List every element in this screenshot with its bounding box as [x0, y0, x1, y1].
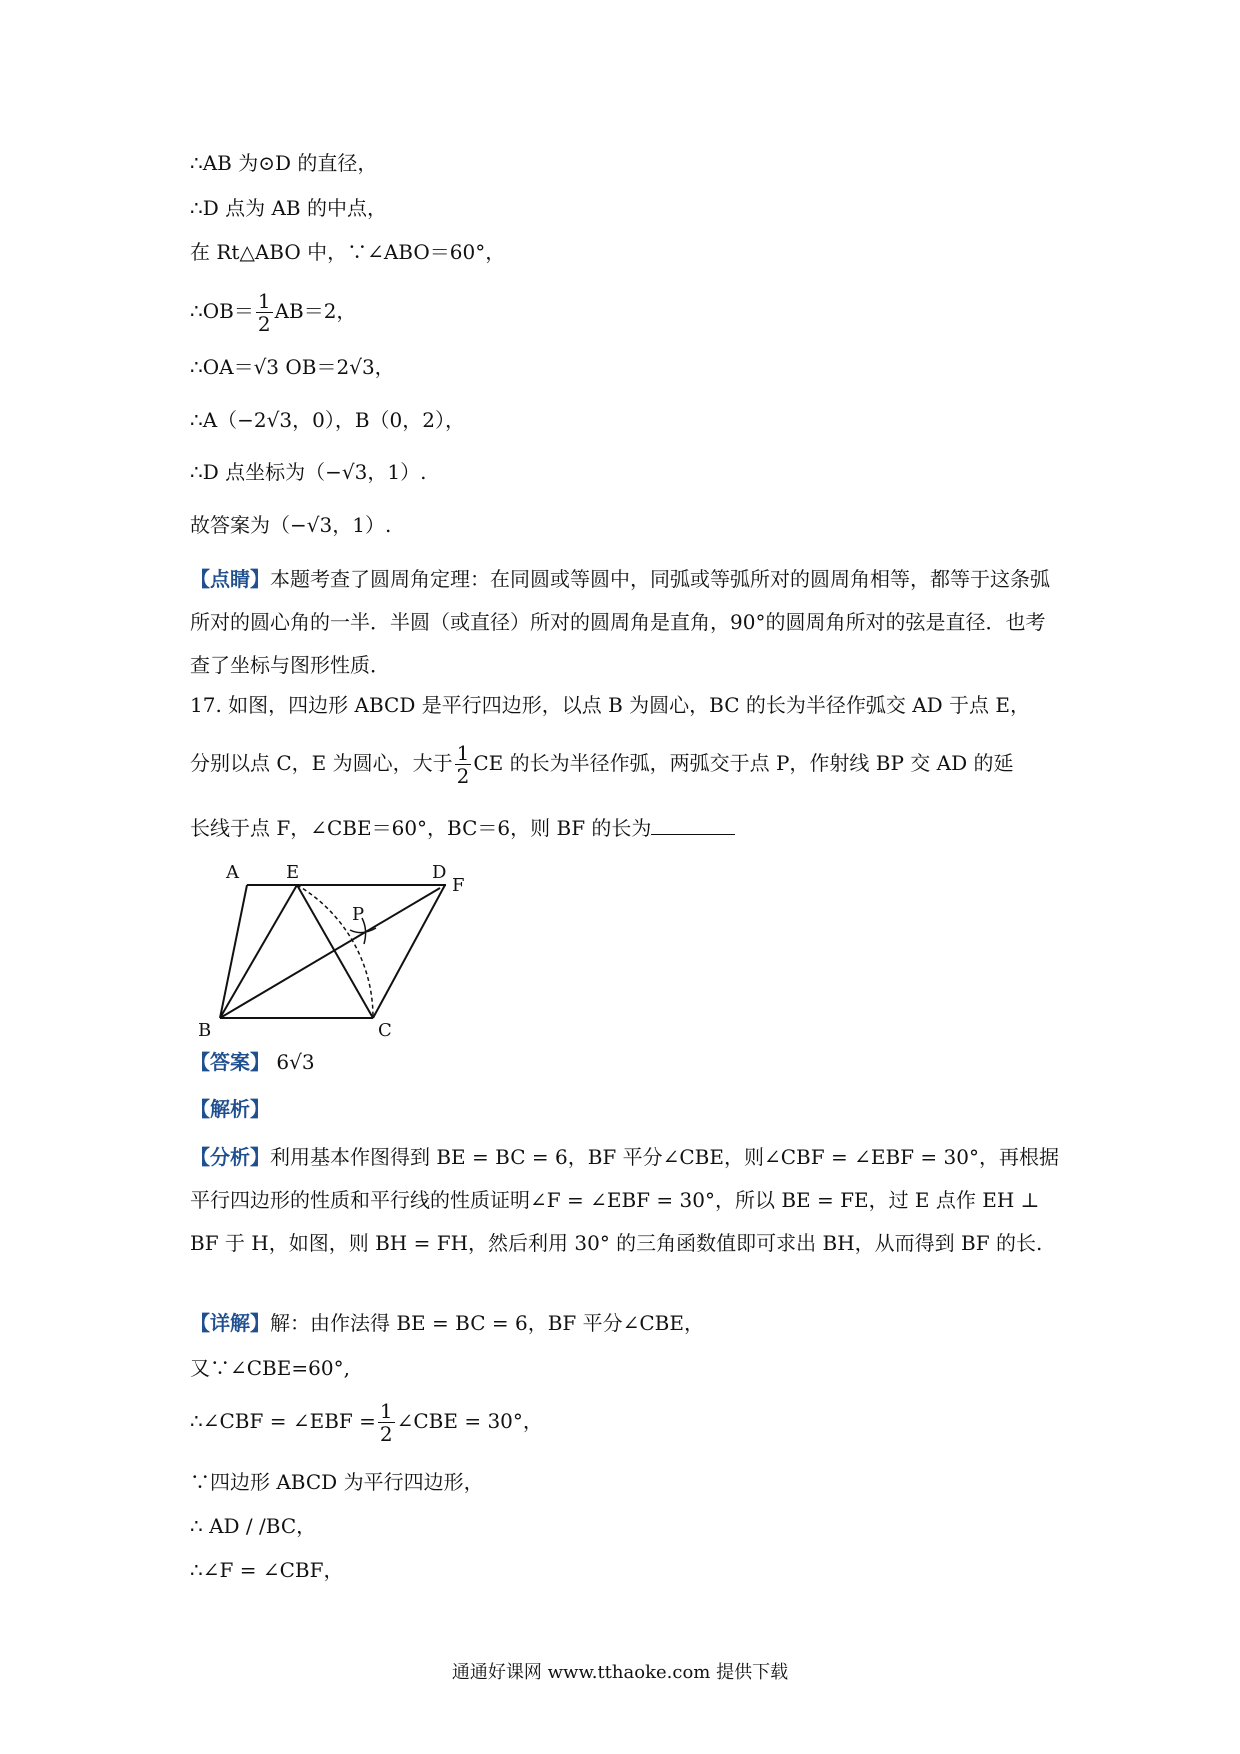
answer-label: 【答案】 [190, 1050, 270, 1074]
equation-part: ∠CBE = 30°， [396, 1409, 543, 1433]
segment-be [220, 885, 297, 1018]
fraction-numerator: 1 [257, 289, 271, 313]
answer-line [190, 1047, 315, 1077]
segment-cd [373, 885, 445, 1018]
step-line: ∴ AD / /BC， [190, 1514, 317, 1538]
fraction-numerator: 1 [379, 1399, 393, 1423]
question-text: 长线于点 F，∠CBE＝60°，BC＝6，则 BF 的长为 [190, 816, 652, 840]
equation-ob [190, 290, 356, 335]
label-e: E [286, 862, 300, 883]
equation-part: AB＝2， [274, 299, 357, 323]
text-line: ∴OA＝√3 OB＝2√3， [190, 355, 395, 379]
text-line: 故答案为（−√3，1）. [190, 513, 392, 537]
step-equation [190, 1400, 543, 1445]
parallelogram-figure [190, 858, 490, 1038]
fraction [378, 1400, 395, 1445]
xiangjie-text: 解：由作法得 BE = BC = 6，BF 平分∠CBE， [270, 1311, 704, 1335]
answer-value: 6√3 [276, 1050, 315, 1074]
equation-part: ∴∠CBF = ∠EBF = [190, 1409, 376, 1433]
dianjing-text: 本题考查了圆周角定理：在同圆或等圆中，同弧或等弧所对的圆周角相等，都等于这条弧所对的圆心角的一半．半圆（或直径）所对的圆周角是直角，90°的圆周角所对的弦是直径．也考查了坐标与图形性质． [190, 567, 1050, 677]
dianjing-paragraph [190, 558, 1060, 687]
question-17-line-2 [190, 742, 1014, 787]
fenxi-paragraph [190, 1136, 1060, 1265]
fenxi-text: 利用基本作图得到 BE = BC = 6，BF 平分∠CBE，则∠CBF = ∠EBF = 30°，再根据平行四边形的性质和平行线的性质证明∠F = ∠EBF = 30°，所以 BE = FE，过 E 点作 EH ⊥ BF 于 H，如图，则 BH = FH，然后利用 30° 的三角函数值即可求出 BH，从而得到 BF 的长. [190, 1145, 1059, 1255]
fraction-denominator: 2 [456, 764, 470, 788]
step-line: 又∵∠CBE=60°, [190, 1356, 350, 1380]
step-line: ∵四边形 ABCD 为平行四边形， [190, 1470, 484, 1494]
text-line: ∴D 点坐标为（−√3，1）. [190, 460, 427, 484]
label-p: P [352, 904, 365, 925]
text-line: ∴D 点为 AB 的中点， [190, 196, 387, 220]
fraction-denominator: 2 [257, 312, 271, 336]
ray-bf [220, 888, 440, 1018]
step-line: ∴∠F = ∠CBF， [190, 1558, 344, 1582]
label-f: F [452, 875, 465, 896]
label-c: C [378, 1020, 392, 1038]
question-17-line-3 [190, 813, 735, 843]
fraction-numerator: 1 [456, 741, 470, 765]
text-line: ∴AB 为⊙D 的直径， [190, 151, 378, 175]
page-footer: 通通好课网 www.tthaoke.com 提供下载 [451, 1662, 789, 1683]
question-text: CE 的长为半径作弧，两弧交于点 P，作射线 BP 交 AD 的延 [473, 751, 1014, 775]
answer-blank [651, 816, 735, 835]
fraction-denominator: 2 [379, 1422, 393, 1446]
jiexi-label: 【解析】 [190, 1097, 270, 1121]
label-a: A [226, 862, 239, 883]
question-17-line-1: 17. 如图，四边形 ABCD 是平行四边形，以点 B 为圆心，BC 的长为半径作弧交 AD 于点 E， [190, 693, 1031, 717]
xiangjie-line [190, 1308, 704, 1338]
text-line: ∴A（−2√3，0），B（0，2）， [190, 408, 465, 432]
label-d: D [432, 862, 447, 883]
label-b: B [198, 1020, 212, 1038]
equation-part: ∴OB＝ [190, 299, 254, 323]
fraction [256, 290, 273, 335]
dianjing-label: 【点睛】 [190, 567, 270, 591]
xiangjie-label: 【详解】 [190, 1311, 270, 1335]
question-text: 分别以点 C，E 为圆心，大于 [190, 751, 453, 775]
jiexi-line [190, 1094, 270, 1124]
fraction [455, 742, 472, 787]
text-line: 在 Rt△ABO 中，∵∠ABO＝60°， [190, 240, 506, 264]
segment-ab [220, 885, 247, 1018]
fenxi-label: 【分析】 [190, 1145, 270, 1169]
